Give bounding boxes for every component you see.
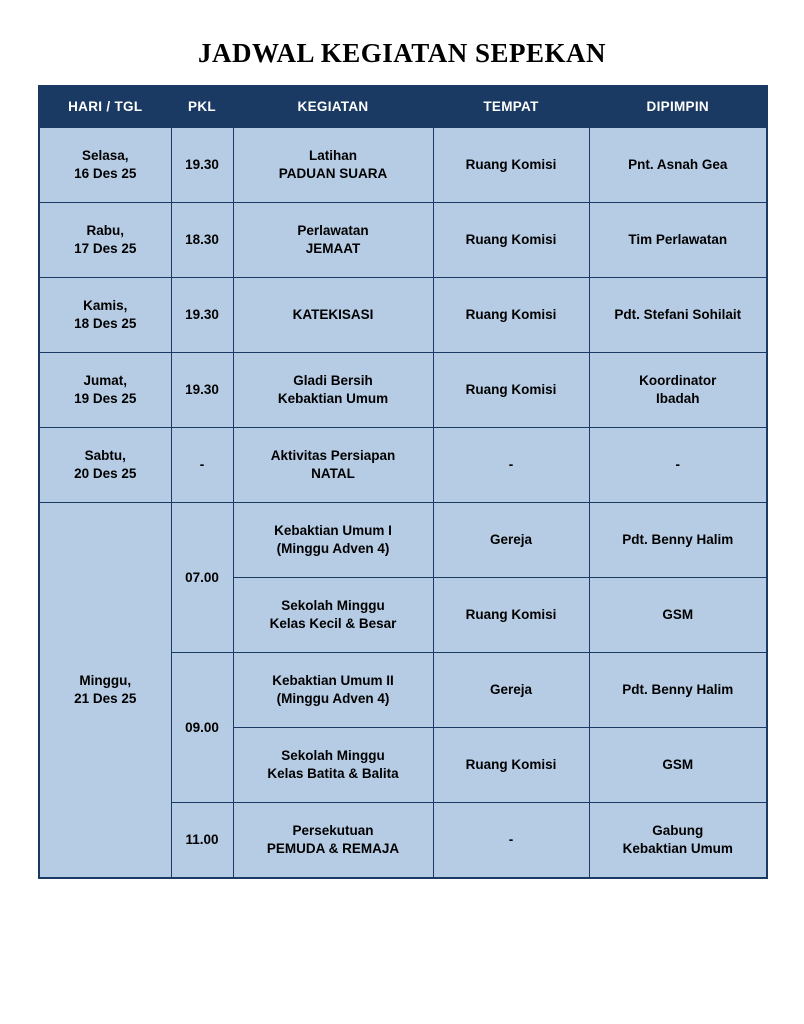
cell-leader: Pdt. Stefani Sohilait: [589, 278, 767, 353]
activity-line-2: Kebaktian Umum: [277, 391, 389, 406]
cell-leader: GSM: [589, 728, 767, 803]
cell-leader: Tim Perlawatan: [589, 203, 767, 278]
activity-line-1: Persekutuan: [292, 823, 374, 839]
activity-line-1: Latihan: [308, 148, 357, 164]
cell-day: [39, 278, 171, 353]
cell-place: -: [433, 428, 589, 503]
leader-line-2: Ibadah: [655, 391, 700, 406]
cell-activity: [233, 353, 433, 428]
table-header: [39, 86, 767, 128]
activity-line-1: Gladi Bersih: [293, 373, 373, 389]
activity-line-1: Aktivitas Persiapan: [270, 448, 396, 464]
cell-activity: [233, 278, 433, 353]
table-row: [39, 203, 767, 278]
activity-line-2: Kelas Kecil & Besar: [269, 616, 397, 631]
activity-line-2: PEMUDA & REMAJA: [266, 841, 400, 856]
cell-place: Ruang Komisi: [433, 353, 589, 428]
cell-place: Gereja: [433, 653, 589, 728]
cell-day: [39, 353, 171, 428]
day-date: 17 Des 25: [74, 241, 137, 256]
activity-line-1: KATEKISASI: [292, 307, 374, 323]
activity-line-1: Perlawatan: [297, 223, 369, 239]
activity-line-1: Kebaktian Umum I: [274, 523, 392, 539]
cell-place: Ruang Komisi: [433, 278, 589, 353]
cell-leader: [589, 803, 767, 879]
cell-day: [39, 128, 171, 203]
cell-place: Ruang Komisi: [433, 728, 589, 803]
table-header-row: [39, 86, 767, 128]
cell-place: Gereja: [433, 503, 589, 578]
table-row: [39, 278, 767, 353]
cell-activity: [233, 653, 433, 728]
activity-line-1: Kebaktian Umum II: [272, 673, 394, 689]
cell-activity: [233, 128, 433, 203]
activity-line-2: (Minggu Adven 4): [276, 541, 390, 556]
table-body: [39, 128, 767, 879]
cell-activity: [233, 203, 433, 278]
cell-place: Ruang Komisi: [433, 203, 589, 278]
cell-place: -: [433, 803, 589, 879]
activity-line-2: (Minggu Adven 4): [276, 691, 390, 706]
table-row: [39, 353, 767, 428]
cell-time: 19.30: [171, 353, 233, 428]
day-date: 18 Des 25: [74, 316, 137, 331]
cell-time: 07.00: [171, 503, 233, 653]
cell-time: 11.00: [171, 803, 233, 879]
day-date: 20 Des 25: [74, 466, 137, 481]
cell-activity: [233, 728, 433, 803]
activity-line-1: Sekolah Minggu: [281, 598, 385, 614]
activity-line-2: PADUAN SUARA: [278, 166, 388, 181]
cell-time: 19.30: [171, 128, 233, 203]
day-date: 21 Des 25: [74, 691, 137, 706]
day-name: Kamis,: [83, 298, 128, 314]
cell-leader: [589, 353, 767, 428]
cell-time: 18.30: [171, 203, 233, 278]
table-row: [39, 503, 767, 578]
leader-line-1: Gabung: [652, 823, 704, 839]
column-header-kegiatan: KEGIATAN: [233, 86, 433, 128]
activity-line-2: JEMAAT: [305, 241, 361, 256]
cell-leader: Pdt. Benny Halim: [589, 503, 767, 578]
activity-line-2: Kelas Batita & Balita: [267, 766, 399, 781]
leader-line-2: Kebaktian Umum: [622, 841, 733, 856]
leader-line-1: Koordinator: [639, 373, 717, 389]
cell-time: 19.30: [171, 278, 233, 353]
cell-activity: [233, 578, 433, 653]
page-title: JADWAL KEGIATAN SEPEKAN: [197, 38, 607, 68]
activity-line-2: NATAL: [311, 466, 355, 481]
day-date: 19 Des 25: [74, 391, 137, 406]
column-header-tempat: TEMPAT: [433, 86, 589, 128]
day-name: Rabu,: [86, 223, 124, 239]
cell-activity: [233, 803, 433, 879]
weekly-schedule-table: [38, 85, 768, 879]
day-name: Minggu,: [79, 673, 132, 689]
cell-day: [39, 428, 171, 503]
day-name: Selasa,: [81, 148, 129, 164]
cell-day: [39, 203, 171, 278]
cell-time: -: [171, 428, 233, 503]
cell-day-sunday: [39, 503, 171, 879]
cell-leader: Pnt. Asnah Gea: [589, 128, 767, 203]
cell-place: Ruang Komisi: [433, 128, 589, 203]
cell-leader: Pdt. Benny Halim: [589, 653, 767, 728]
activity-line-1: Sekolah Minggu: [281, 748, 385, 764]
cell-leader: -: [589, 428, 767, 503]
cell-activity: [233, 428, 433, 503]
table-row: [39, 128, 767, 203]
cell-activity: [233, 503, 433, 578]
day-date: 16 Des 25: [74, 166, 137, 181]
day-name: Jumat,: [83, 373, 127, 389]
cell-time: 09.00: [171, 653, 233, 803]
day-name: Sabtu,: [84, 448, 126, 464]
cell-place: Ruang Komisi: [433, 578, 589, 653]
column-header-hari-tgl: HARI / TGL: [39, 86, 171, 128]
column-header-dipimpin: DIPIMPIN: [589, 86, 767, 128]
column-header-pkl: PKL: [171, 86, 233, 128]
table-row: [39, 428, 767, 503]
cell-leader: GSM: [589, 578, 767, 653]
